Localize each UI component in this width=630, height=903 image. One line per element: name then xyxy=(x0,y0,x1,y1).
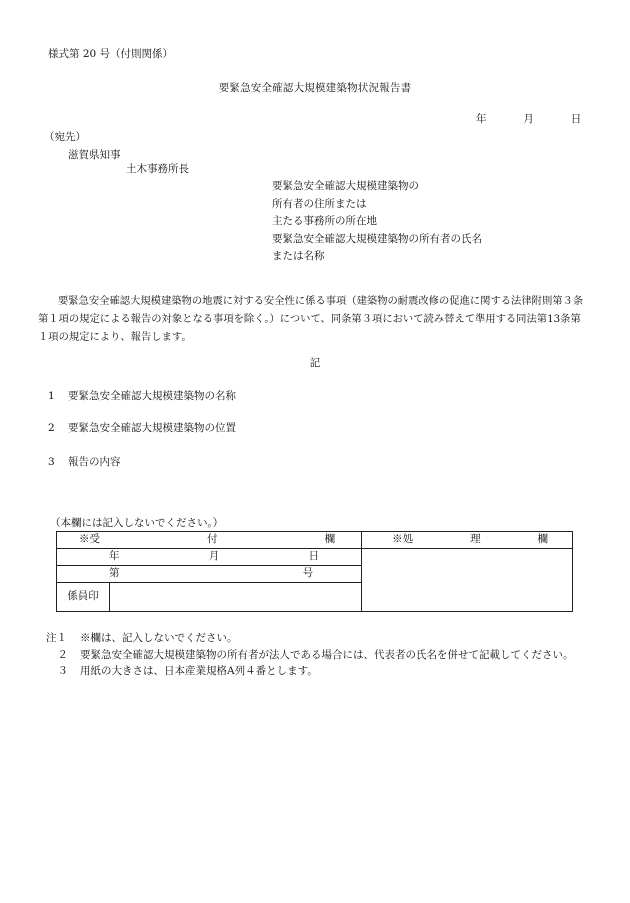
sender-line: 要緊急安全確認大規模建築物の xyxy=(272,180,419,192)
sender-line: 主たる事務所の所在地 xyxy=(272,215,377,228)
sender-line: 所有者の住所または xyxy=(272,197,367,210)
addressee-office: 土木事務所長 xyxy=(126,163,189,175)
note-number: ２ xyxy=(57,648,68,661)
note-text: ※欄は、記入しないでください。 xyxy=(80,632,238,644)
processing-area xyxy=(362,549,573,612)
receipt-number-row xyxy=(57,566,362,583)
document-title: 要緊急安全確認大規模建築物状況報告書 xyxy=(218,82,412,94)
processing-header-part: ※処 xyxy=(392,533,414,546)
item-number: 3 xyxy=(48,456,55,468)
note-text: 用紙の大きさは、日本産業規格A列４番とします。 xyxy=(80,665,318,677)
receipt-header-part: ※受 xyxy=(79,533,100,546)
item-number: 2 xyxy=(48,422,55,434)
staff-stamp-area xyxy=(110,583,362,612)
receipt-date-year: 年 xyxy=(109,550,120,563)
item-text: 報告の内容 xyxy=(68,456,121,468)
date-year: 年 xyxy=(476,113,487,125)
receipt-date-row xyxy=(57,549,362,566)
processing-header-part: 欄 xyxy=(537,533,548,546)
note-number: ３ xyxy=(57,665,68,677)
receipt-number-suffix: 号 xyxy=(302,567,314,580)
sender-line: または名称 xyxy=(272,250,325,263)
addressee-governor: 滋賀県知事 xyxy=(68,149,121,161)
receipt-number-prefix: 第 xyxy=(109,567,120,580)
list-item xyxy=(48,390,236,403)
addressee-label: （宛先） xyxy=(44,131,86,143)
processing-header xyxy=(362,532,573,549)
office-use-table xyxy=(56,531,573,612)
receipt-header-part: 付 xyxy=(207,533,218,546)
date-month: 月 xyxy=(523,113,534,125)
item-number: 1 xyxy=(48,390,55,402)
date-day: 日 xyxy=(570,113,582,125)
list-item xyxy=(48,422,236,435)
note-row xyxy=(46,647,574,664)
receipt-header-part: 欄 xyxy=(324,533,336,546)
office-use-note: （本欄には記入しないでください。） xyxy=(50,517,224,529)
item-text: 要緊急安全確認大規模建築物の名称 xyxy=(68,390,236,402)
notes-block xyxy=(46,630,574,680)
sender-block xyxy=(272,178,482,266)
note-row xyxy=(46,630,574,647)
form-number: 様式第 20 号（付則関係） xyxy=(48,48,174,60)
receipt-date-month: 月 xyxy=(208,550,220,563)
note-row xyxy=(46,663,574,680)
report-body: 要緊急安全確認大規模建築物の地震に対する安全性に係る事項（建築物の耐震改修の促進に関する法律附則第３条第１項の規定による報告の対象となる事項を除く。）について、同条第３項において読み替えて準用する同法第13条第１項の規定により、報告します。 xyxy=(38,295,584,343)
date-line xyxy=(476,113,581,126)
item-text: 要緊急安全確認大規模建築物の位置 xyxy=(68,422,236,434)
staff-stamp-label: 係員印 xyxy=(57,583,110,612)
processing-header-part: 理 xyxy=(470,533,481,546)
list-item xyxy=(48,456,121,469)
note-number: 注１ xyxy=(46,632,67,644)
ki-heading: 記 xyxy=(309,357,321,369)
note-text: 要緊急安全確認大規模建築物の所有者が法人である場合には、代表者の氏名を併せて記載してください。 xyxy=(80,648,574,661)
receipt-date-day: 日 xyxy=(308,550,320,563)
receipt-header xyxy=(57,532,362,549)
sender-line: 要緊急安全確認大規模建築物の所有者の氏名 xyxy=(272,232,482,245)
